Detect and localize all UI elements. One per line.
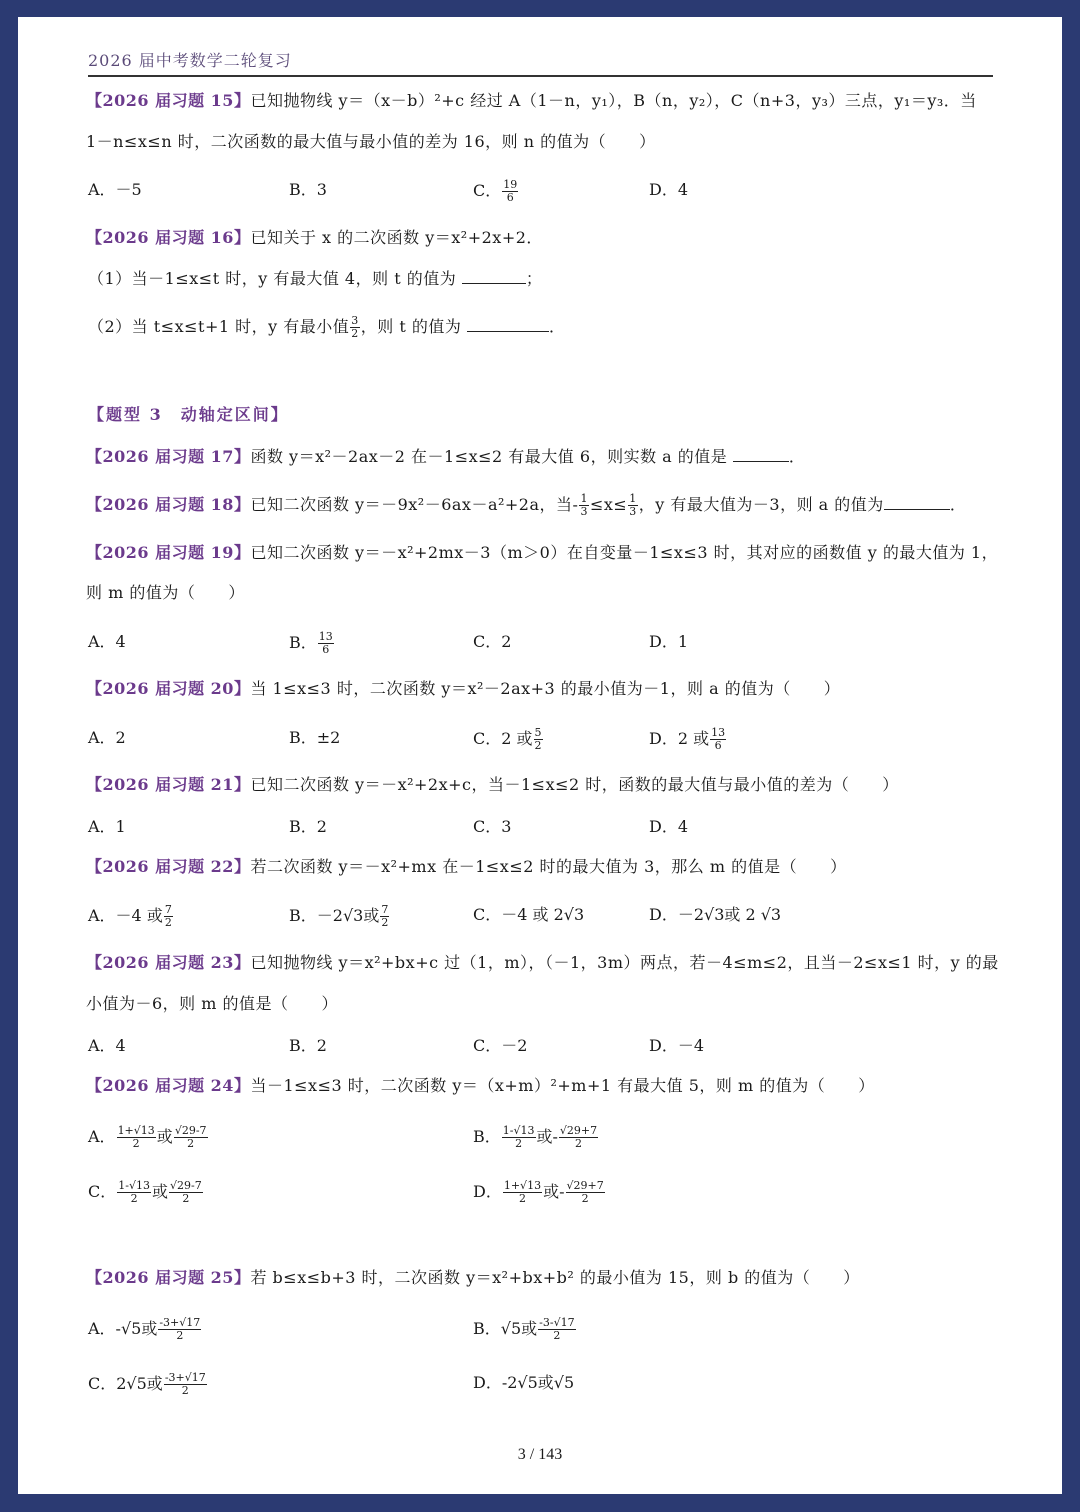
option-b[interactable]: B．－2√3或 $\frac{7}{2}$ [289, 903, 389, 929]
option-d[interactable]: D．4 [649, 180, 689, 199]
option-b[interactable]: B．2 [289, 817, 327, 836]
question-label: 【2026 届习题 23】 [86, 953, 251, 972]
question-24: 【2026 届习题 24】当－1≤x≤3 时，二次函数 y＝（x+m）²+m+1 有最大值 5，则 m 的值为（ ） [86, 1076, 875, 1095]
question-17: 【2026 届习题 17】函数 y＝x²－2ax－2 在－1≤x≤2 有最大值 6，则实数 a 的值是 ． [86, 447, 806, 466]
option-a[interactable]: A．4 [88, 1036, 126, 1055]
option-a[interactable]: A．2 [88, 728, 126, 747]
option-c[interactable]: C．2√5或 $\frac{-3+√17}{2}$ [88, 1371, 206, 1397]
option-b[interactable]: B． $\frac{13}{6}$ [289, 630, 333, 656]
fraction: $\frac{1-√13}{2}$ [118, 1179, 150, 1205]
option-d[interactable]: D．－2√3或 2 √3 [649, 905, 782, 924]
question-label: 【2026 届习题 25】 [86, 1268, 251, 1287]
question-16-part2: （2）当 t≤x≤t+1 时，y 有最小值 $\frac{3}{2}$ ，则 t 的值为 ． [88, 314, 566, 340]
fraction: $\frac{5}{2}$ [534, 726, 542, 752]
question-label: 【2026 届习题 22】 [86, 857, 251, 876]
option-b[interactable]: B．±2 [289, 728, 341, 747]
fraction: $\frac{7}{2}$ [164, 903, 172, 929]
option-a[interactable]: A．-√5或 $\frac{-3+√17}{2}$ [88, 1316, 201, 1342]
question-19: 【2026 届习题 19】已知二次函数 y＝－x²+2mx－3（m＞0）在自变量－1≤x≤3 时，其对应的函数值 y 的最大值为 1， [86, 543, 999, 562]
option-b[interactable]: B．2 [289, 1036, 327, 1055]
fraction: $\frac{1+√13}{2}$ [117, 1124, 155, 1150]
question-19-line2: 则 m 的值为（ ） [86, 583, 245, 602]
question-22: 【2026 届习题 22】若二次函数 y＝－x²+mx 在－1≤x≤2 时的最大值为 3，那么 m 的值是（ ） [86, 857, 847, 876]
fraction: $\frac{1+√13}{2}$ [503, 1179, 542, 1205]
option-c[interactable]: C．3 [473, 817, 512, 836]
option-d[interactable]: D．-2√5或√5 [473, 1373, 575, 1392]
question-label: 【2026 届习题 18】 [86, 495, 251, 514]
option-c[interactable]: C．－2 [473, 1036, 528, 1055]
question-label: 【2026 届习题 19】 [86, 543, 251, 562]
fraction: $\frac{13}{6}$ [711, 726, 726, 752]
question-16-part1: （1）当－1≤x≤t 时，y 有最大值 4，则 t 的值为 ； [88, 269, 543, 288]
answer-blank[interactable] [733, 447, 789, 462]
fraction: $\frac{19}{6}$ [503, 178, 518, 204]
option-d[interactable]: D． $\frac{1+√13}{2}$ 或- $\frac{√29+7}{2}$ [473, 1179, 604, 1205]
option-a[interactable]: A． $\frac{1+√13}{2}$ 或 $\frac{√29-7}{2}$ [88, 1124, 207, 1150]
option-a[interactable]: A．1 [88, 817, 126, 836]
option-c[interactable]: C．2 [473, 632, 512, 651]
option-c[interactable]: C．－4 或 2√3 [473, 905, 585, 924]
fraction: $\frac{√29+7}{2}$ [566, 1179, 604, 1205]
fraction: $\frac{√29-7}{2}$ [170, 1179, 202, 1205]
option-b[interactable]: B．3 [289, 180, 327, 199]
answer-blank[interactable] [467, 317, 549, 332]
question-21: 【2026 届习题 21】已知二次函数 y＝－x²+2x+c，当－1≤x≤2 时，函数的最大值与最小值的差为（ ） [86, 775, 899, 794]
question-text: 已知抛物线 y＝（x－b）²+c 经过 A（1－n，y₁），B（n，y₂），C（n+3，y₃）三点，y₁＝y₃．当 [250, 91, 977, 110]
question-15 [86, 90, 977, 112]
question-15-line2: 1－n≤x≤n 时，二次函数的最大值与最小值的差为 16，则 n 的值为（ ） [86, 132, 656, 151]
fraction: $\frac{-3+√17}{2}$ [164, 1371, 206, 1397]
question-label: 【2026 届习题 17】 [86, 447, 251, 466]
question-label: 【2026 届习题 16】 [86, 228, 251, 247]
answer-blank[interactable] [462, 269, 526, 284]
option-c[interactable]: C．2 或 $\frac{5}{2}$ [473, 726, 542, 752]
question-20: 【2026 届习题 20】当 1≤x≤3 时，二次函数 y＝x²－2ax+3 的最小值为－1，则 a 的值为（ ） [86, 679, 841, 698]
option-b[interactable]: B． $\frac{1-√13}{2}$ 或- $\frac{√29+7}{2}$ [473, 1124, 598, 1150]
option-c[interactable]: C． $\frac{19}{6}$ [473, 178, 518, 204]
page-number: 3 / 143 [517, 1446, 563, 1463]
option-d[interactable]: D．4 [649, 817, 689, 836]
fraction: $\frac{1}{3}$ [580, 492, 588, 518]
question-label: 【2026 届习题 24】 [86, 1076, 251, 1095]
question-label: 【2026 届习题 15】 [86, 91, 251, 110]
question-label: 【2026 届习题 20】 [86, 679, 251, 698]
option-d[interactable]: D．－4 [649, 1036, 705, 1055]
document-page [18, 17, 1062, 1494]
option-d[interactable]: D．1 [649, 632, 689, 651]
question-text: 已知关于 x 的二次函数 y＝x²+2x+2． [250, 228, 543, 247]
question-23-line2: 小值为－6，则 m 的值是（ ） [86, 994, 339, 1013]
option-a[interactable]: A．－4 或 $\frac{7}{2}$ [88, 903, 172, 929]
fraction: $\frac{3}{2}$ [351, 314, 359, 340]
option-c[interactable]: C． $\frac{1-√13}{2}$ 或 $\frac{√29-7}{2}$ [88, 1179, 202, 1205]
fraction: $\frac{1-√13}{2}$ [502, 1124, 535, 1150]
fraction: $\frac{√29+7}{2}$ [559, 1124, 598, 1150]
option-d[interactable]: D．2 或 $\frac{13}{6}$ [649, 726, 726, 752]
question-25: 【2026 届习题 25】若 b≤x≤b+3 时，二次函数 y＝x²+bx+b² 的最小值为 15，则 b 的值为（ ） [86, 1268, 860, 1287]
option-a[interactable]: A．4 [88, 632, 126, 651]
option-a[interactable]: A．－5 [88, 180, 142, 199]
question-18: 【2026 届习题 18】已知二次函数 y＝－9x²－6ax－a²+2a，当- $\frac{1}{3}$ ≤x≤ $\frac{1}{3}$ ，y 有最大值为－3，则 a 的值为 ． [86, 492, 967, 518]
question-23: 【2026 届习题 23】已知抛物线 y＝x²+bx+c 过（1，m），（－1，3m）两点，若－4≤m≤2，且当－2≤x≤1 时，y 的最 [86, 953, 999, 972]
fraction: $\frac{7}{2}$ [381, 903, 389, 929]
fraction: $\frac{-3+√17}{2}$ [159, 1316, 201, 1342]
option-b[interactable]: B．√5或 $\frac{-3-√17}{2}$ [473, 1316, 575, 1342]
section-heading: 【题型 3 动轴定区间】 [88, 405, 289, 424]
fraction: $\frac{√29-7}{2}$ [174, 1124, 207, 1150]
question-16 [86, 227, 543, 249]
page-header: 2026 届中考数学二轮复习 [88, 51, 993, 77]
fraction: $\frac{13}{6}$ [318, 630, 333, 656]
fraction: $\frac{1}{3}$ [629, 492, 637, 518]
fraction: $\frac{-3-√17}{2}$ [539, 1316, 575, 1342]
answer-blank[interactable] [884, 495, 950, 510]
question-label: 【2026 届习题 21】 [86, 775, 251, 794]
